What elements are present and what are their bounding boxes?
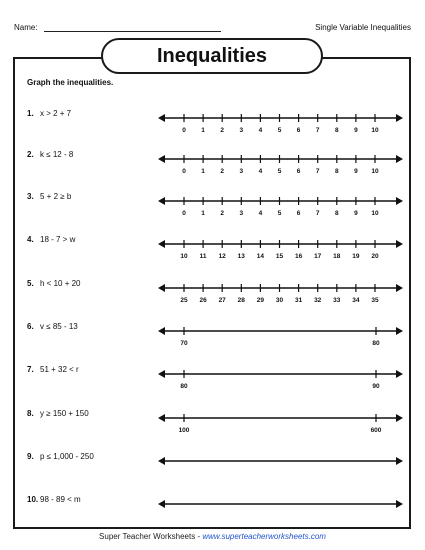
tick-label: 5 [277,168,282,175]
problem-1 [27,109,71,118]
tick-label: 80 [180,383,188,390]
problem-expression: k ≤ 12 - 8 [40,150,74,159]
problem-number: 3. [27,192,34,201]
name-label: Name: [14,23,38,32]
problem-5 [27,279,80,288]
problem-expression: h < 10 + 20 [40,279,81,288]
problem-number: 10. [27,495,39,504]
tick-label: 0 [182,168,186,175]
right-arrow-icon [396,114,403,122]
tick-label: 0 [182,210,186,217]
footer-text: Super Teacher Worksheets - [99,532,203,541]
tick-label: 8 [334,210,339,217]
problem-number: 7. [27,365,34,374]
problem-number: 6. [27,322,34,331]
problem-8 [27,409,89,418]
name-line[interactable] [44,31,221,32]
left-arrow-icon [158,500,165,508]
footer-link[interactable]: www.superteacherworksheets.com [202,532,326,541]
tick-label: 28 [237,297,245,304]
problem-10 [27,495,81,504]
number-line-7[interactable] [158,367,403,391]
tick-label: 8 [334,127,339,134]
tick-label: 9 [354,210,358,217]
tick-label: 3 [239,210,244,217]
tick-label: 6 [296,168,301,175]
number-line-graphic [158,111,403,127]
number-line-graphic [158,367,403,383]
tick-label: 1 [201,127,205,134]
tick-label: 32 [314,297,322,304]
problem-2 [27,150,73,159]
left-arrow-icon [158,457,165,465]
tick-label: 3 [239,127,244,134]
problem-expression: v ≤ 85 - 13 [40,322,78,331]
tick-label: 2 [220,127,224,134]
tick-label: 80 [372,340,380,347]
number-line-1[interactable] [158,111,403,135]
tick-label: 3 [239,168,244,175]
tick-label: 1 [201,168,205,175]
left-arrow-icon [158,414,165,422]
tick-label: 9 [354,127,358,134]
left-arrow-icon [158,327,165,335]
tick-label: 13 [237,253,245,260]
problem-expression: y ≥ 150 + 150 [40,409,89,418]
right-arrow-icon [396,197,403,205]
tick-label: 33 [333,297,341,304]
footer [0,532,425,541]
right-arrow-icon [396,240,403,248]
tick-label: 35 [371,297,379,304]
tick-label: 10 [180,253,188,260]
left-arrow-icon [158,114,165,122]
tick-label: 4 [258,168,263,175]
problem-6 [27,322,78,331]
tick-label: 25 [180,297,188,304]
right-arrow-icon [396,500,403,508]
left-arrow-icon [158,155,165,163]
number-line-6[interactable] [158,324,403,348]
problem-expression: 18 - 7 > w [40,235,76,244]
number-line-graphic [158,194,403,210]
right-arrow-icon [396,284,403,292]
number-line-2[interactable] [158,152,403,176]
tick-label: 30 [275,297,284,304]
tick-label: 20 [371,253,379,260]
problem-9 [27,452,94,461]
right-arrow-icon [396,414,403,422]
right-arrow-icon [396,327,403,335]
tick-label: 6 [296,127,301,134]
problem-expression: x > 2 + 7 [40,109,72,118]
tick-label: 17 [314,253,322,260]
problem-expression: 5 + 2 ≥ b [40,192,72,201]
tick-label: 11 [199,253,207,260]
right-arrow-icon [396,370,403,378]
problem-number: 9. [27,452,34,461]
problem-7 [27,365,79,374]
problem-number: 4. [27,235,34,244]
left-arrow-icon [158,284,165,292]
problem-3 [27,192,71,201]
problem-4 [27,235,75,244]
topic-label: Single Variable Inequalities [315,23,411,32]
tick-label: 34 [352,297,360,304]
number-line-graphic [158,281,403,297]
tick-label: 29 [256,297,265,304]
tick-label: 1 [201,210,205,217]
right-arrow-icon [396,457,403,465]
tick-label: 5 [277,210,282,217]
tick-label: 8 [334,168,339,175]
number-line-graphic [158,454,403,470]
instructions: Graph the inequalities. [27,78,114,87]
tick-label: 100 [178,427,190,434]
tick-label: 0 [182,127,186,134]
number-line-graphic [158,324,403,340]
number-line-graphic [158,237,403,253]
tick-label: 10 [371,210,379,217]
tick-label: 31 [294,297,303,304]
tick-label: 4 [258,210,263,217]
problem-number: 2. [27,150,34,159]
tick-label: 15 [275,253,284,260]
left-arrow-icon [158,370,165,378]
tick-label: 9 [354,168,358,175]
tick-label: 70 [180,340,188,347]
number-line-graphic [158,411,403,427]
left-arrow-icon [158,240,165,248]
page-title: Inequalities [101,38,323,74]
tick-label: 12 [218,253,226,260]
tick-label: 7 [315,168,320,175]
number-line-graphic [158,497,403,513]
tick-label: 6 [296,210,301,217]
problem-number: 5. [27,279,34,288]
tick-label: 10 [371,168,379,175]
problem-expression: 98 - 89 < m [40,495,81,504]
number-line-8[interactable] [158,411,403,435]
number-line-10[interactable] [158,497,403,521]
tick-label: 2 [220,210,224,217]
tick-label: 10 [371,127,379,134]
tick-label: 14 [256,253,265,260]
number-line-3[interactable] [158,194,403,218]
number-line-5[interactable] [158,281,403,305]
tick-label: 600 [370,427,382,434]
tick-label: 26 [199,297,207,304]
problem-expression: 51 + 32 < r [40,365,79,374]
tick-label: 16 [294,253,303,260]
tick-label: 19 [352,253,360,260]
tick-label: 4 [258,127,263,134]
right-arrow-icon [396,155,403,163]
problem-number: 1. [27,109,34,118]
tick-label: 7 [315,127,320,134]
tick-label: 5 [277,127,282,134]
tick-label: 27 [218,297,226,304]
number-line-4[interactable] [158,237,403,261]
number-line-9[interactable] [158,454,403,478]
tick-label: 90 [372,383,380,390]
number-line-graphic [158,152,403,168]
tick-label: 18 [333,253,341,260]
problem-number: 8. [27,409,34,418]
problem-expression: p ≤ 1,000 - 250 [40,452,94,461]
left-arrow-icon [158,197,165,205]
tick-label: 2 [220,168,224,175]
tick-label: 7 [315,210,320,217]
